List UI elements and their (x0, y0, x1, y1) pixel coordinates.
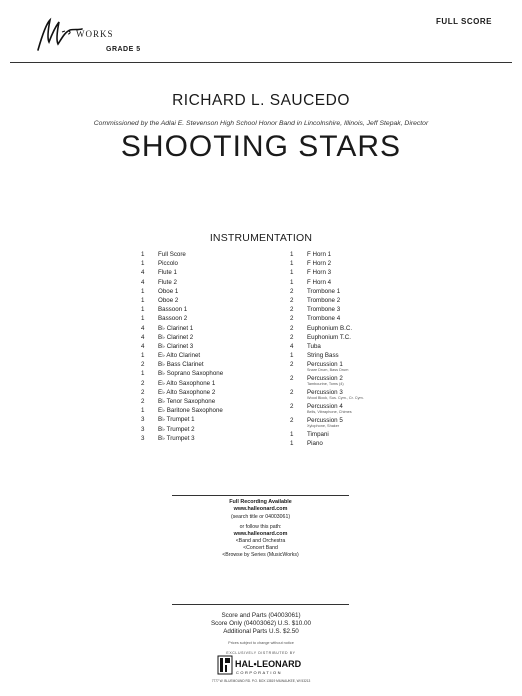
instrument-quantity: 2 (290, 324, 294, 332)
recording-site-link-2[interactable]: www.halleonard.com (233, 530, 288, 537)
recording-search-hint: (search title or 04003061) (230, 513, 291, 520)
instrument-name: F Horn 3 (307, 269, 332, 277)
instrument-name: String Bass (307, 352, 339, 360)
instrument-name: Oboe 1 (158, 287, 179, 295)
instrument-name: B♭ Trumpet 2 (158, 425, 195, 433)
instrument-quantity: 1 (141, 315, 145, 323)
instrument-detail: Bells, Vibraphone, Chimes (307, 410, 352, 415)
instrument-quantity: 1 (141, 370, 145, 378)
brand-sub-text: CORPORATION (236, 670, 282, 675)
instrument-row (141, 436, 223, 445)
instrument-row (141, 280, 223, 289)
musicworks-logo (32, 16, 162, 56)
path-item-concert: <Concert Band (243, 544, 278, 551)
instrument-quantity: 3 (141, 416, 145, 424)
instrument-quantity: 1 (290, 269, 294, 277)
instrument-name: Percussion 5 (307, 417, 343, 425)
brand-text: HAL•LEONARD (235, 659, 302, 669)
full-score-label: FULL SCORE (436, 17, 492, 26)
instrument-quantity: 4 (141, 333, 145, 341)
hal-leonard-icon (216, 655, 316, 677)
instrument-name: E♭ Alto Clarinet (158, 352, 201, 360)
header-divider (10, 62, 512, 63)
instrument-quantity: 4 (290, 342, 294, 350)
instrument-name: B♭ Clarinet 3 (158, 342, 194, 350)
instrument-row (141, 270, 223, 279)
instrument-name: Oboe 2 (158, 296, 179, 304)
instrument-name: E♭ Alto Saxophone 1 (158, 379, 216, 387)
instrument-name: Trombone 3 (307, 306, 341, 314)
instrument-name: Trombone 4 (307, 315, 341, 323)
instrument-quantity: 2 (290, 315, 294, 323)
instrument-quantity: 4 (141, 269, 145, 277)
instrument-detail: Tambourine, Toms (4) (307, 382, 344, 387)
instrument-name: Flute 1 (158, 269, 177, 277)
instrument-name: E♭ Baritone Saxophone (158, 407, 223, 415)
instrument-quantity: 1 (290, 278, 294, 286)
instrument-name: B♭ Trumpet 3 (158, 434, 195, 442)
instrumentation-heading: INSTRUMENTATION (209, 232, 313, 244)
instrument-quantity: 1 (141, 287, 145, 295)
instrument-quantity: 2 (290, 306, 294, 314)
instrument-detail: Wood Block, Sus. Cym., Cr. Cym. (307, 396, 364, 401)
instrument-quantity: 2 (290, 361, 294, 369)
price-block (0, 612, 522, 637)
instrument-detail: Snare Drum, Bass Drum (307, 368, 349, 373)
instrument-quantity: 1 (290, 440, 294, 448)
instrument-quantity: 1 (141, 306, 145, 314)
instrument-quantity: 2 (290, 403, 294, 411)
instrument-row (290, 418, 364, 432)
instrument-name: Percussion 2 (307, 375, 343, 383)
instrument-name: B♭ Clarinet 2 (158, 333, 194, 341)
instrument-name: Timpani (307, 431, 329, 439)
instrument-name: B♭ Trumpet 1 (158, 416, 195, 424)
price-line-score-parts: Score and Parts (04003061) (221, 612, 301, 619)
instrument-row (141, 289, 223, 298)
instrument-quantity: 1 (141, 251, 145, 258)
price-line-additional: Additional Parts U.S. $2.50 (223, 628, 299, 636)
instrument-name: Percussion 1 (307, 361, 343, 369)
instrument-quantity: 2 (290, 287, 294, 295)
piece-title: SHOOTING STARS (120, 130, 402, 163)
instrument-name: F Horn 1 (307, 251, 332, 258)
instrument-row (290, 390, 364, 404)
instrument-quantity: 1 (290, 352, 294, 360)
instrument-name: Tuba (307, 342, 321, 350)
instrument-name: F Horn 2 (307, 260, 332, 268)
logo-series-text: WORKS (76, 29, 114, 39)
composer-name: RICHARD L. SAUCEDO (172, 92, 350, 109)
instrument-quantity: 1 (290, 431, 294, 439)
recording-info-box (172, 495, 349, 605)
instrument-quantity: 2 (290, 375, 294, 383)
hal-leonard-logo (216, 655, 316, 677)
instrument-row (290, 441, 364, 450)
recording-site-link[interactable]: www.halleonard.com (233, 506, 288, 513)
instrument-quantity: 1 (141, 407, 145, 415)
instrument-quantity: 2 (290, 417, 294, 425)
instrument-name: B♭ Clarinet 1 (158, 324, 194, 332)
instrument-row (290, 404, 364, 418)
instrument-name: Flute 2 (158, 278, 177, 286)
instrument-quantity: 4 (141, 324, 145, 332)
recording-or-follow: or follow this path: (239, 523, 282, 530)
instrument-quantity: 1 (290, 251, 294, 258)
instrument-quantity: 1 (141, 296, 145, 304)
distributor-label: EXCLUSIVELY DISTRIBUTED BY (226, 651, 296, 655)
price-note: Prices subject to change without notice (228, 641, 294, 645)
instrument-quantity: 3 (141, 425, 145, 433)
instrument-detail: Xylophone, Shaker (307, 424, 340, 429)
instrument-quantity: 2 (141, 398, 145, 405)
instrument-quantity: 2 (290, 389, 294, 397)
instrument-quantity: 1 (141, 352, 145, 360)
path-item-band: <Band and Orchestra (235, 537, 286, 544)
instrument-name: Bassoon 1 (158, 306, 188, 314)
instrument-quantity: 1 (290, 260, 294, 268)
instrument-quantity: 3 (141, 434, 145, 442)
instrument-quantity: 4 (141, 342, 145, 350)
instrument-name: Trombone 2 (307, 296, 341, 304)
price-line-score-only: Score Only (04003062) U.S. $10.00 (210, 620, 312, 628)
instrument-name: Piano (307, 440, 323, 448)
instrument-name: B♭ Bass Clarinet (158, 361, 204, 369)
commission-note: Commissioned by the Adlai E. Stevenson High School Honor Band in Lincolnshire, Illinois, Jeff Stepak, Director (93, 120, 429, 127)
publisher-address: 7777 W. BLUEMOUND RD. P.O. BOX 13819 MILWAUKEE, WI 53213 (211, 679, 311, 683)
instrument-name: Full Score (158, 251, 186, 258)
instrument-quantity: 4 (141, 278, 145, 286)
instrument-name: Bassoon 2 (158, 315, 188, 323)
instrument-row (290, 362, 364, 376)
instrument-name: B♭ Tenor Saxophone (158, 398, 216, 405)
instrument-list-right (290, 252, 364, 451)
instrument-name: B♭ Soprano Saxophone (158, 370, 224, 378)
instrument-quantity: 2 (141, 379, 145, 387)
instrument-name: Piccolo (158, 260, 178, 268)
instrument-row (290, 335, 364, 344)
instrument-row (290, 432, 364, 441)
instrument-list-left (141, 252, 223, 445)
instrument-quantity: 2 (290, 296, 294, 304)
instrument-name: Percussion 4 (307, 403, 343, 411)
instrument-name: Percussion 3 (307, 389, 343, 397)
instrument-row (290, 376, 364, 390)
instrument-name: Trombone 1 (307, 287, 341, 295)
instrument-name: E♭ Alto Saxophone 2 (158, 388, 216, 396)
instrument-quantity: 2 (141, 388, 145, 396)
instrument-quantity: 2 (141, 361, 145, 369)
grade-label: GRADE 5 (106, 46, 141, 53)
instrument-name: Euphonium T.C. (307, 333, 351, 341)
instrument-quantity: 2 (290, 333, 294, 341)
path-item-series: <Browse by Series (MusicWorks) (222, 551, 299, 558)
recording-heading: Full Recording Available (229, 499, 292, 505)
instrument-row (141, 261, 223, 270)
instrument-name: Euphonium B.C. (307, 324, 353, 332)
instrument-name: F Horn 4 (307, 278, 332, 286)
instrument-row (141, 252, 223, 261)
instrument-quantity: 1 (141, 260, 145, 268)
